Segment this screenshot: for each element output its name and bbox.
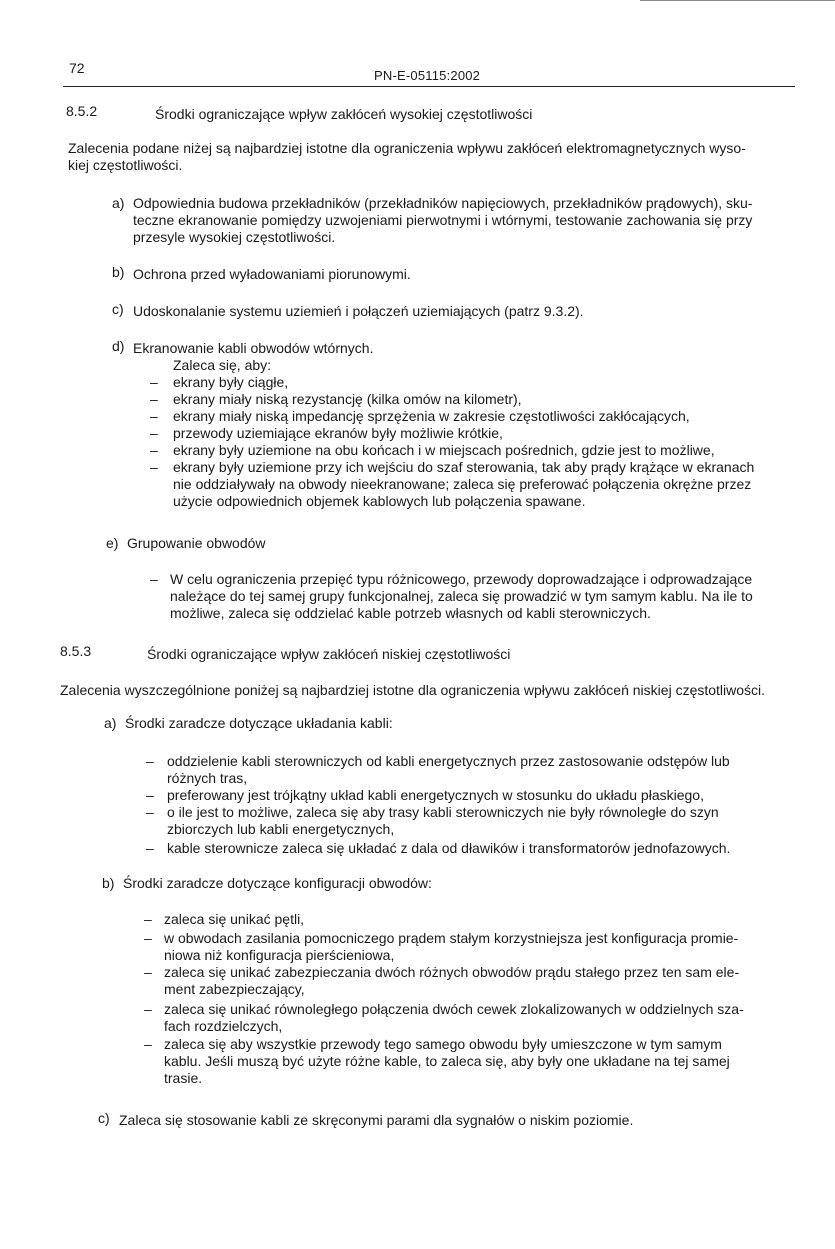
scan-edge-line [640,0,835,1]
bullet-dash: – [146,753,154,769]
item-852-a-line-1: Odpowiednia budowa przekładników (przekładników napięciowych, przekładników prądowych), sku- [133,195,753,211]
bullet-dash: – [144,1036,152,1052]
bullet-dash: – [150,571,158,587]
intro-852-line-1: Zalecenia podane niżej są najbardziej istotne dla ograniczenia wpływu zakłóceń elektromagnetycznych wyso- [68,140,746,156]
list-item-line-1: zaleca się unikać zabezpieczania dwóch różnych obwodów prądu stałego przez ten sam ele- [164,964,740,980]
list-item-line-2: nie oddziaływały na obwody nieekranowane; zaleca się preferować połączenia okrężne przez [173,476,752,492]
bullet-dash: – [150,391,158,407]
list-item-line-1: W celu ograniczenia przepięć typu różnicowego, przewody doprowadzające i odprowadzające [170,571,753,587]
bullet-dash: – [150,374,158,390]
item-852-d-lead: Zaleca się, aby: [173,357,272,373]
list-item-line-3: możliwe, zaleca się oddzielać kable potrzeb własnych od kabli sterowniczych. [170,605,651,621]
bullet-dash: – [150,425,158,441]
list-item-line-2: kablu. Jeśli muszą być użyte różne kable, to zaleca się, aby były one układane na tej samej [164,1053,730,1069]
bullet-dash: – [146,840,154,856]
bullet-dash: – [146,787,154,803]
bullet-dash: – [150,459,158,475]
item-853-a-letter: a) [104,715,117,731]
item-852-d-text: Ekranowanie kabli obwodów wtórnych. [133,340,374,356]
header-rule [63,86,795,87]
list-item: preferowany jest trójkątny układ kabli energetycznych w stosunku do układu płaskiego, [167,787,704,803]
bullet-dash: – [144,1001,152,1017]
intro-852-line-2: kiej częstotliwości. [68,157,183,173]
item-852-b-letter: b) [112,264,125,280]
item-852-e-text: Grupowanie obwodów [127,535,266,551]
item-852-c-text: Udoskonalanie systemu uziemień i połączeń uziemiających (patrz 9.3.2). [133,303,584,319]
list-item: ekrany miały niską impedancję sprzężenia w zakresie częstotliwości zakłócających, [173,408,690,424]
list-item: zaleca się unikać pętli, [164,911,305,927]
bullet-dash: – [144,964,152,980]
item-852-a-line-3: przesyle wysokiej częstotliwości. [133,229,336,245]
item-853-c-text: Zaleca się stosowanie kabli ze skręconymi parami dla sygnałów o niskim poziomie. [119,1112,634,1128]
list-item-line-2: niowa niż konfiguracja pierścieniowa, [164,947,395,963]
bullet-dash: – [150,442,158,458]
item-852-a-letter: a) [112,195,125,211]
list-item-line-3: użycie odpowiednich objemek kablowych lub połączenia spawane. [173,493,586,509]
item-853-b-text: Środki zaradcze dotyczące konfiguracji obwodów: [123,875,432,891]
item-853-a-text: Środki zaradcze dotyczące układania kabli: [125,715,393,731]
list-item: ekrany były ciągłe, [173,374,289,390]
section-number-853: 8.5.3 [60,643,92,659]
item-852-c-letter: c) [112,301,124,317]
item-852-a-line-2: teczne ekranowanie pomiędzy uzwojeniami pierwotnymi i wtórnymi, testowanie zachowania się przy [133,212,753,228]
list-item-line-1: zaleca się unikać równoległego połączenia dwóch cewek zlokalizowanych w oddzielnych sza- [164,1001,744,1017]
list-item-line-3: trasie. [164,1070,203,1086]
list-item-line-1: oddzielenie kabli sterowniczych od kabli energetycznych przez zastosowanie odstępów lub [167,753,730,769]
list-item-line-2: należące do tej samej grupy funkcjonalnej, zaleca się prowadzić w tym samym kablu. Na ile to [170,588,753,604]
intro-853: Zalecenia wyszczególnione poniżej są najbardziej istotne dla ograniczenia wpływu zakłóceń niskiej częstotliwości. [60,682,766,698]
list-item: ekrany miały niską rezystancję (kilka omów na kilometr), [173,391,522,407]
list-item-line-2: fach rozdzielczych, [164,1018,283,1034]
bullet-dash: – [144,911,152,927]
list-item-line-2: różnych tras, [167,770,248,786]
bullet-dash: – [144,930,152,946]
bullet-dash: – [146,804,154,820]
section-title-852: Środki ograniczające wpływ zakłóceń wysokiej częstotliwości [155,106,533,122]
list-item: przewody uziemiające ekranów były możliwie krótkie, [173,425,503,441]
bullet-dash: – [150,408,158,424]
list-item: ekrany były uziemione na obu końcach i w miejscach pośrednich, gdzie jest to możliwe, [173,442,715,458]
item-853-c-letter: c) [98,1110,110,1126]
list-item-line-2: ment zabezpieczający, [164,981,305,997]
list-item-line-1: zaleca się aby wszystkie przewody tego samego obwodu były umieszczone w tym samym [164,1036,722,1052]
list-item-line-1: o ile jest to możliwe, zaleca się aby trasy kabli sterowniczych nie były równoległe do szyn [167,804,719,820]
list-item-line-2: zbiorczych lub kabli energetycznych, [167,821,395,837]
item-852-e-letter: e) [106,535,119,551]
item-852-b-text: Ochrona przed wyładowaniami piorunowymi. [133,266,411,282]
item-853-b-letter: b) [102,875,115,891]
list-item-line-1: ekrany były uziemione przy ich wejściu do szaf sterowania, tak aby prądy krążące w ekranach [173,459,755,475]
list-item: kable sterownicze zaleca się układać z dala od dławików i transformatorów jednofazowych. [167,840,731,856]
item-852-d-letter: d) [112,338,125,354]
section-title-853: Środki ograniczające wpływ zakłóceń niskiej częstotliwości [147,646,511,662]
standard-designation: PN-E-05115:2002 [374,68,481,83]
page-number: 72 [69,60,85,76]
section-number-852: 8.5.2 [66,103,98,119]
list-item-line-1: w obwodach zasilania pomocniczego prądem stałym korzystniejsza jest konfiguracja promie- [164,930,739,946]
